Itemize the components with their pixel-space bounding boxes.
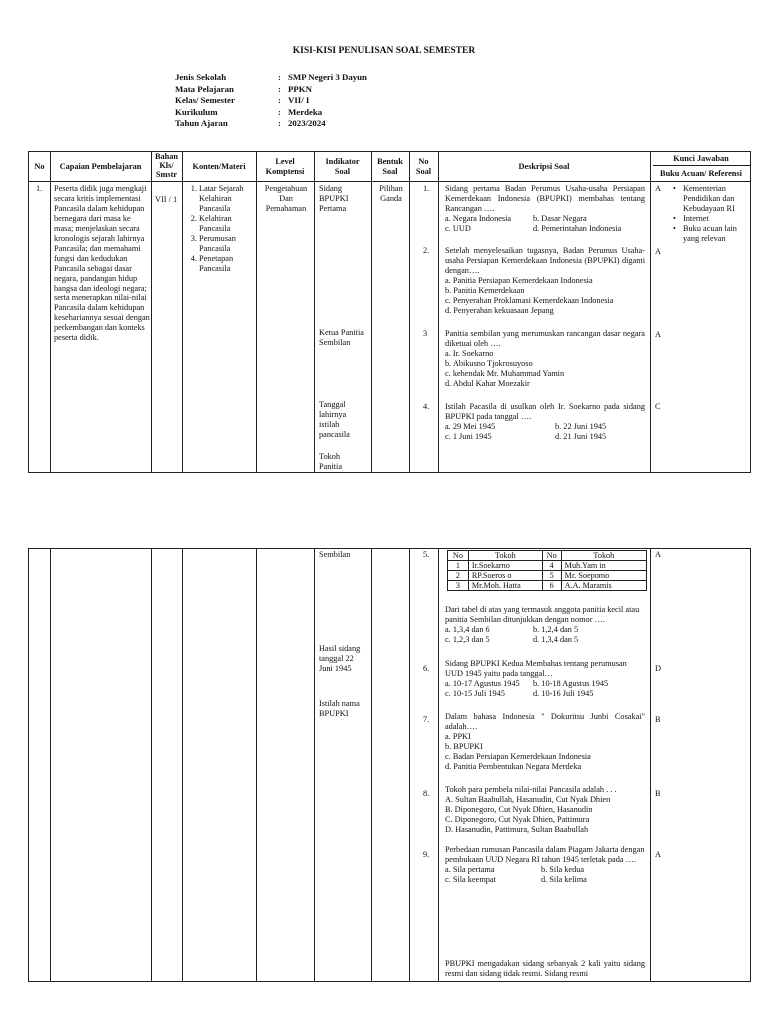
option-b: B. Diponegoro, Cut Nyak Dhien, Hasanudin <box>445 804 593 814</box>
meta-colon: : <box>278 83 281 94</box>
answer-key: B <box>655 715 661 724</box>
kisi-table-page1 <box>28 151 751 473</box>
option-d: D. Hasanudin, Pattimura, Sultan Baabullah <box>445 824 589 834</box>
question-text: Panitia sembilan yang merumuskan rancangan dasar negara diketuai oleh …. <box>445 329 645 348</box>
question-text: Perbedaan rumusan Pancasila dalam Piagam Jakarta dengan pembukaan UUD Negara RI tahun 1945 terletak pada …. <box>445 845 645 864</box>
option-a: a. Panitia Persiapan Kemerdekaan Indonesia <box>445 275 593 285</box>
question-8 <box>445 785 645 835</box>
indikator-6: Hasil sidang tanggal 22 Juni 1945 <box>319 644 361 673</box>
question-9 <box>445 845 645 885</box>
answer-key: A <box>655 850 661 859</box>
table-cell: Muh.Yam in <box>561 561 646 571</box>
header-no: No <box>34 161 45 171</box>
question-text: Tokoh para pembela nilai-nilai Pancasila adalah . . . <box>445 785 617 794</box>
konten-list <box>187 184 257 274</box>
header-referensi: Buku Acuan/ Referensi <box>660 168 742 178</box>
tokoh-table <box>447 550 647 591</box>
option-d: d. 10-16 Juli 1945 <box>533 688 594 698</box>
option-b: b. BPUPKI <box>445 741 483 751</box>
meta-colon: : <box>278 106 281 117</box>
option-a: A. Sultan Baabullah, Hasanudin, Cut Nyak Dhien <box>445 794 611 804</box>
question-5 <box>447 550 647 591</box>
meta-row <box>175 107 367 119</box>
question-4 <box>445 402 645 442</box>
question-number: 6. <box>423 664 430 673</box>
option-d: d. 21 Juni 1945 <box>555 431 607 441</box>
question-1 <box>445 184 645 234</box>
question-number: 9. <box>423 850 430 859</box>
konten-item: 3. Perumusan Pancasila <box>199 234 257 254</box>
option-a: a. 1,3,4 dan 6 <box>445 624 490 634</box>
option-c: c. 1,2,3 dan 5 <box>445 634 490 644</box>
answer-key: A <box>655 184 661 193</box>
answer-key: A <box>655 247 661 256</box>
meta-label: Mata Pelajaran <box>175 83 234 94</box>
table-cell: 3 <box>448 581 469 591</box>
reference-item: • Kementerian Pendidikan dan Kebudayaan RI <box>681 184 750 214</box>
meta-block <box>175 72 367 130</box>
meta-row <box>175 84 367 96</box>
option-a: a. Negara Indonesia <box>445 213 512 223</box>
meta-row <box>175 118 367 130</box>
table-cell: 4 <box>542 561 561 571</box>
question-number: 3 <box>423 329 428 338</box>
table-row <box>448 571 647 581</box>
meta-colon: : <box>278 118 281 129</box>
konten-item: 2. Kelahiran Pancasila <box>199 214 257 234</box>
meta-label: Tahun Ajaran <box>175 118 228 129</box>
indikator-5-cont: Sembilan <box>319 550 351 559</box>
bahan-text: VII / 1 <box>155 195 178 204</box>
option-d: d. Penyerahan kekuasaan Jepang <box>445 305 554 315</box>
indikator-4: Tanggal lahirnya istilah pancasila <box>319 400 350 439</box>
question-text: Setelah menyelesaikan tugasnya, Badan Perumus Usaha-usaha Persiapan Kemerdekaan Indonesia (BPUPKI) diganti dengan…. <box>445 246 645 275</box>
option-b: b. 10-18 Agustus 1945 <box>533 678 609 688</box>
reference-item: • Buku acuan lain yang relevan <box>681 224 750 244</box>
level-text: Pengetahuan Dan Pemahaman <box>264 184 308 213</box>
option-d: d. 1,3,4 dan 5 <box>533 634 579 644</box>
table-cell: 6 <box>542 581 561 591</box>
option-a: a. Sila pertama <box>445 864 495 874</box>
header-bentuk: Bentuk Soal <box>377 156 403 176</box>
question-2 <box>445 246 645 316</box>
bentuk-text: Pilihan Ganda <box>379 184 403 203</box>
table-cell: RP.Soeros o <box>468 571 542 581</box>
option-d: d. Sila kelima <box>541 874 587 884</box>
option-c: c. 10-15 Juli 1945 <box>445 688 505 698</box>
table-cell: Mr. Soepomo <box>561 571 646 581</box>
table-cell: Mr.Moh. Hatta <box>468 581 542 591</box>
kisi-table-page2 <box>28 548 751 982</box>
option-c: c. Badan Persiapan Kemerdekaan Indonesia <box>445 751 591 761</box>
header-no-soal: No Soal <box>415 156 432 176</box>
option-a: a. 29 Mei 1945 <box>445 421 496 431</box>
option-b: b. Sila kedua <box>541 864 585 874</box>
option-b: b. Abikusno Tjokrosuyoso <box>445 358 533 368</box>
table-row <box>448 581 647 591</box>
question-5-body <box>445 605 645 645</box>
table-cell: A.A. Maramis <box>561 581 646 591</box>
option-a: a. 10-17 Agustus 1945 <box>445 678 520 688</box>
konten-item: 4. Penetapan Pancasila <box>199 254 257 274</box>
header-bahan: Bahan Kls/ Smstr <box>154 152 179 179</box>
option-c: c. Sila keempat <box>445 874 496 884</box>
meta-colon: : <box>278 95 281 106</box>
answer-key: C <box>655 402 661 411</box>
meta-value: VII/ I <box>288 95 310 106</box>
question-text: Sidang pertama Badan Perumus Usaha-usaha Persiapan Kemerdekaan Indonesia (BPUPKI) membahas tentang Rancangan …. <box>445 184 645 213</box>
answer-key: D <box>655 664 661 673</box>
option-c: c. UUD <box>445 223 471 233</box>
question-number: 2. <box>423 246 430 255</box>
table-cell: 2 <box>448 571 469 581</box>
question-10-text: PBUPKI mengadakan sidang sebanyak 2 kali yaitu sidang resmi dan sidang tidak resmi. Sidang resmi <box>445 959 645 978</box>
option-a: a. Ir. Soekarno <box>445 348 494 358</box>
tokoh-table-header <box>448 551 647 561</box>
header-kunci: Kunci Jawaban <box>673 154 729 164</box>
option-a: a. PPKI <box>445 731 471 741</box>
header-indikator: Indikator Soal <box>325 156 360 176</box>
header-level: Level Komptensi <box>265 156 305 176</box>
question-number: 7. <box>423 715 430 724</box>
option-b: b. Dasar Negara <box>533 213 587 223</box>
meta-value: 2023/2024 <box>288 118 326 129</box>
table-head-cell: No <box>448 551 469 561</box>
indikator-1: Sidang BPUPKI Pertama <box>319 184 349 213</box>
meta-value: PPKN <box>288 83 312 94</box>
table-cell: Ir.Soekarno <box>468 561 542 571</box>
question-number: 1. <box>423 184 430 193</box>
konten-item: 1. Latar Sejarah Kelahiran Pancasila <box>199 184 257 214</box>
question-number: 5. <box>423 550 430 559</box>
question-3 <box>445 329 645 389</box>
question-number: 8. <box>423 789 430 798</box>
answer-key: A <box>655 550 661 559</box>
table-row <box>448 561 647 571</box>
meta-value: SMP Negeri 3 Dayun <box>288 72 367 82</box>
option-c: c. 1 Juni 1945 <box>445 431 492 441</box>
meta-label: Kelas/ Semester <box>175 95 235 106</box>
header-konten: Konten/Materi <box>192 161 246 171</box>
option-c: c. kehendak Mr. Muhammad Yamin <box>445 368 565 378</box>
option-d: d. Panitia Pembentukan Negara Merdeka <box>445 761 582 771</box>
option-d: d. Abdul Kahar Moezakir <box>445 378 530 388</box>
answer-key: B <box>655 789 661 798</box>
question-text: Istilah Pacasila di usulkan oleh Ir. Soekarno pada sidang BPUPKI pada tanggal …. <box>445 402 645 421</box>
option-b: b. 22 Juni 1945 <box>555 421 607 431</box>
indikator-3: Ketua Panitia Sembilan <box>319 328 364 347</box>
question-text: Sidang BPUPKI Kedua Membahas tentang perumusan UUD 1945 yaitu pada tanggal… <box>445 659 627 678</box>
indikator-5: Tokoh Panitia <box>319 452 343 471</box>
meta-label: Kurikulum <box>175 106 218 117</box>
question-text: Dari tabel di atas yang termasuk anggota panitia kecil atau panitia Sembilan ditunjukkan dengan nomor …. <box>445 605 640 624</box>
table-head-cell: Tokoh <box>468 551 542 561</box>
answer-key: A <box>655 330 661 339</box>
question-number: 4. <box>423 402 430 411</box>
meta-row <box>175 95 367 107</box>
header-capaian: Capaian Pembelajaran <box>59 161 142 171</box>
reference-item: • Internet <box>681 214 750 224</box>
question-6 <box>445 659 645 699</box>
row-number: 1. <box>36 184 43 193</box>
table-head-cell: Tokoh <box>561 551 646 561</box>
option-b: b. 1,2,4 dan 5 <box>533 624 579 634</box>
option-c: C. Diponegoro, Cut Nyak Dhien, Pattimura <box>445 814 590 824</box>
question-text: Dalam bahasa Indonesia " Dokuritsu Junbi Cosakai" adalah…. <box>445 712 645 731</box>
option-d: d. Pemerintahan Indonesia <box>533 223 622 233</box>
option-b: b. Panitia Kemerdekaan <box>445 285 525 295</box>
reference-list <box>672 184 750 244</box>
meta-row <box>175 72 367 84</box>
option-c: c. Penyerahan Proklamasi Kemerdekaan Indonesia <box>445 295 614 305</box>
header-deskripsi: Deskripsi Soal <box>518 161 570 171</box>
table-cell: 1 <box>448 561 469 571</box>
table-cell: 5 <box>542 571 561 581</box>
meta-label: Jenis Sekolah <box>175 72 227 82</box>
meta-value: Merdeka <box>288 106 323 117</box>
question-7 <box>445 712 645 772</box>
document-title: KISI-KISI PENULISAN SOAL SEMESTER <box>292 46 476 56</box>
capaian-text: Peserta didik juga mengkaji secara kritis implementasi Pancasila dalam kehidupan bernegara dari masa ke masa; menjelaskan secara kronologis sejarah lahirnya Pancasila; dan memahami fungsi dan kedudukan Pancasila sebagai dasar negara, pandangan hidup bangsa dan ideologi negara; serta menerapkan nilai-nilai Pancasila dalam kehidupan kesehariannya sesuai dengan perkembangan dan konteks peserta didik. <box>54 184 150 343</box>
indikator-7: Istilah nama BPUPKI <box>319 699 360 718</box>
table-head-cell: No <box>542 551 561 561</box>
meta-colon: : <box>278 72 281 82</box>
